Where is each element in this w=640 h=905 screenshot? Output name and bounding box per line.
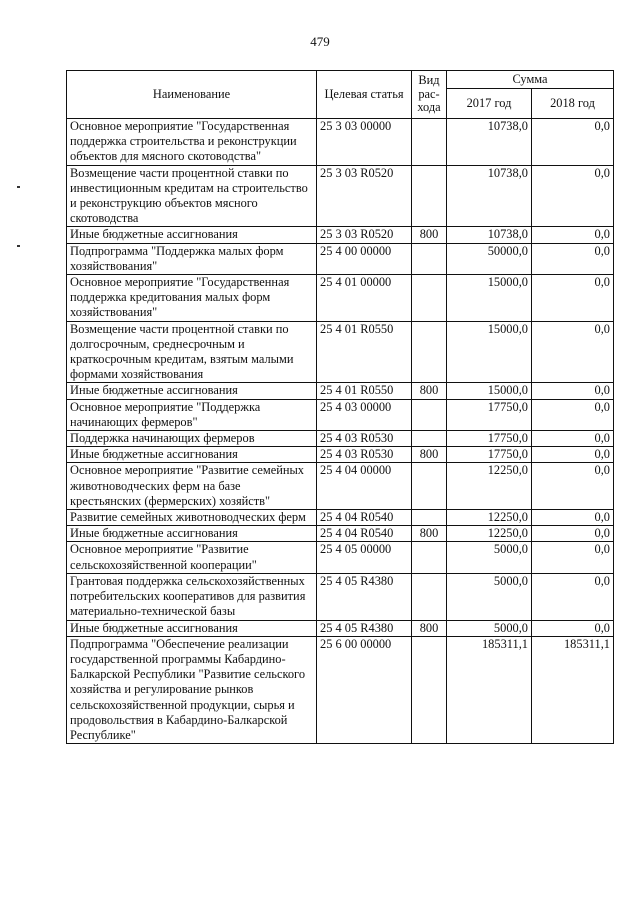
row-name: Основное мероприятие "Государственная поддержка кредитования малых форм хозяйствования" [67, 275, 317, 322]
row-target-code: 25 4 05 00000 [317, 542, 412, 573]
table-row [67, 431, 614, 447]
header-vid: Вид рас-хода [412, 71, 447, 119]
row-expense-type [412, 119, 447, 166]
row-target-code: 25 4 00 00000 [317, 243, 412, 274]
row-expense-type: 800 [412, 447, 447, 463]
row-name: Иные бюджетные ассигнования [67, 447, 317, 463]
row-amount-2017: 10738,0 [447, 165, 532, 227]
row-expense-type [412, 510, 447, 526]
row-target-code: 25 3 03 R0520 [317, 227, 412, 243]
table-row [67, 399, 614, 430]
row-target-code: 25 6 00 00000 [317, 636, 412, 743]
header-2018: 2018 год [532, 89, 614, 119]
row-amount-2017: 15000,0 [447, 275, 532, 322]
row-amount-2018: 0,0 [532, 526, 614, 542]
row-amount-2018: 0,0 [532, 119, 614, 166]
row-amount-2018: 0,0 [532, 573, 614, 620]
row-target-code: 25 4 04 R0540 [317, 510, 412, 526]
row-target-code: 25 4 03 R0530 [317, 447, 412, 463]
row-amount-2018: 0,0 [532, 431, 614, 447]
row-amount-2017: 12250,0 [447, 463, 532, 510]
row-amount-2017: 15000,0 [447, 321, 532, 383]
row-amount-2017: 5000,0 [447, 573, 532, 620]
row-amount-2017: 15000,0 [447, 383, 532, 399]
table-row [67, 526, 614, 542]
row-amount-2018: 0,0 [532, 321, 614, 383]
row-target-code: 25 4 01 00000 [317, 275, 412, 322]
row-name: Подпрограмма "Поддержка малых форм хозяйствования" [67, 243, 317, 274]
row-amount-2018: 0,0 [532, 383, 614, 399]
page-number: 479 [310, 34, 330, 49]
row-amount-2018: 0,0 [532, 399, 614, 430]
row-amount-2018: 0,0 [532, 227, 614, 243]
row-expense-type: 800 [412, 383, 447, 399]
row-name: Подпрограмма "Обеспечение реализации государственной программы Кабардино-Балкарской Республики "Развитие сельского хозяйства и регулирование рынков сельскохозяйственной продукции, сырья и продовольствия в Кабардино-Балкарской Республике" [67, 636, 317, 743]
row-amount-2018: 0,0 [532, 463, 614, 510]
row-name: Поддержка начинающих фермеров [67, 431, 317, 447]
row-amount-2017: 12250,0 [447, 526, 532, 542]
row-amount-2018: 0,0 [532, 510, 614, 526]
row-amount-2017: 10738,0 [447, 227, 532, 243]
table-row [67, 227, 614, 243]
row-name: Иные бюджетные ассигнования [67, 227, 317, 243]
row-target-code: 25 4 04 00000 [317, 463, 412, 510]
row-target-code: 25 4 01 R0550 [317, 383, 412, 399]
row-amount-2018: 0,0 [532, 542, 614, 573]
row-target-code: 25 4 03 R0530 [317, 431, 412, 447]
row-name: Иные бюджетные ассигнования [67, 383, 317, 399]
row-expense-type [412, 243, 447, 274]
row-amount-2018: 0,0 [532, 447, 614, 463]
row-expense-type [412, 573, 447, 620]
table-row [67, 165, 614, 227]
header-2017: 2017 год [447, 89, 532, 119]
row-target-code: 25 3 03 R0520 [317, 165, 412, 227]
row-name: Развитие семейных животноводческих ферм [67, 510, 317, 526]
scan-speck [17, 245, 20, 247]
table-row [67, 447, 614, 463]
row-amount-2017: 17750,0 [447, 399, 532, 430]
row-target-code: 25 3 03 00000 [317, 119, 412, 166]
table-row [67, 573, 614, 620]
row-expense-type [412, 463, 447, 510]
table-row [67, 542, 614, 573]
row-amount-2017: 12250,0 [447, 510, 532, 526]
header-sum: Сумма [447, 71, 614, 89]
table-row [67, 383, 614, 399]
row-amount-2017: 10738,0 [447, 119, 532, 166]
row-expense-type: 800 [412, 526, 447, 542]
table-body [67, 119, 614, 744]
row-amount-2017: 185311,1 [447, 636, 532, 743]
row-name: Возмещение части процентной ставки по инвестиционным кредитам на строительство и реконструкцию объектов мясного скотоводства [67, 165, 317, 227]
row-expense-type [412, 542, 447, 573]
table-row [67, 636, 614, 743]
row-name: Возмещение части процентной ставки по долгосрочным, среднесрочным и краткосрочным кредитам, взятым малыми формами хозяйствования [67, 321, 317, 383]
row-amount-2017: 5000,0 [447, 542, 532, 573]
row-expense-type: 800 [412, 227, 447, 243]
row-amount-2017: 17750,0 [447, 431, 532, 447]
row-name: Основное мероприятие "Поддержка начинающих фермеров" [67, 399, 317, 430]
row-amount-2018: 0,0 [532, 243, 614, 274]
row-amount-2018: 0,0 [532, 275, 614, 322]
row-name: Основное мероприятие "Государственная поддержка строительства и реконструкции объектов для мясного скотоводства" [67, 119, 317, 166]
row-target-code: 25 4 05 R4380 [317, 620, 412, 636]
table-row [67, 119, 614, 166]
table-row [67, 243, 614, 274]
row-name: Основное мероприятие "Развитие семейных животноводческих ферм на базе крестьянских (фермерских) хозяйств" [67, 463, 317, 510]
row-name: Грантовая поддержка сельскохозяйственных потребительских кооперативов для развития материально-технической базы [67, 573, 317, 620]
row-expense-type [412, 636, 447, 743]
row-name: Иные бюджетные ассигнования [67, 620, 317, 636]
header-name: Наименование [67, 71, 317, 119]
row-amount-2018: 0,0 [532, 620, 614, 636]
table-row [67, 510, 614, 526]
row-target-code: 25 4 03 00000 [317, 399, 412, 430]
row-expense-type [412, 431, 447, 447]
row-amount-2017: 50000,0 [447, 243, 532, 274]
table-row [67, 620, 614, 636]
row-expense-type [412, 321, 447, 383]
header-target: Целевая статья [317, 71, 412, 119]
row-expense-type [412, 275, 447, 322]
row-amount-2018: 185311,1 [532, 636, 614, 743]
row-name: Иные бюджетные ассигнования [67, 526, 317, 542]
row-amount-2017: 17750,0 [447, 447, 532, 463]
scan-speck [17, 186, 20, 188]
table-row [67, 463, 614, 510]
row-name: Основное мероприятие "Развитие сельскохозяйственной кооперации" [67, 542, 317, 573]
row-amount-2017: 5000,0 [447, 620, 532, 636]
budget-table [66, 70, 614, 744]
table-header [67, 71, 614, 119]
table-row [67, 275, 614, 322]
row-expense-type [412, 165, 447, 227]
row-amount-2018: 0,0 [532, 165, 614, 227]
row-target-code: 25 4 04 R0540 [317, 526, 412, 542]
row-expense-type [412, 399, 447, 430]
row-target-code: 25 4 01 R0550 [317, 321, 412, 383]
row-expense-type: 800 [412, 620, 447, 636]
row-target-code: 25 4 05 R4380 [317, 573, 412, 620]
table-row [67, 321, 614, 383]
